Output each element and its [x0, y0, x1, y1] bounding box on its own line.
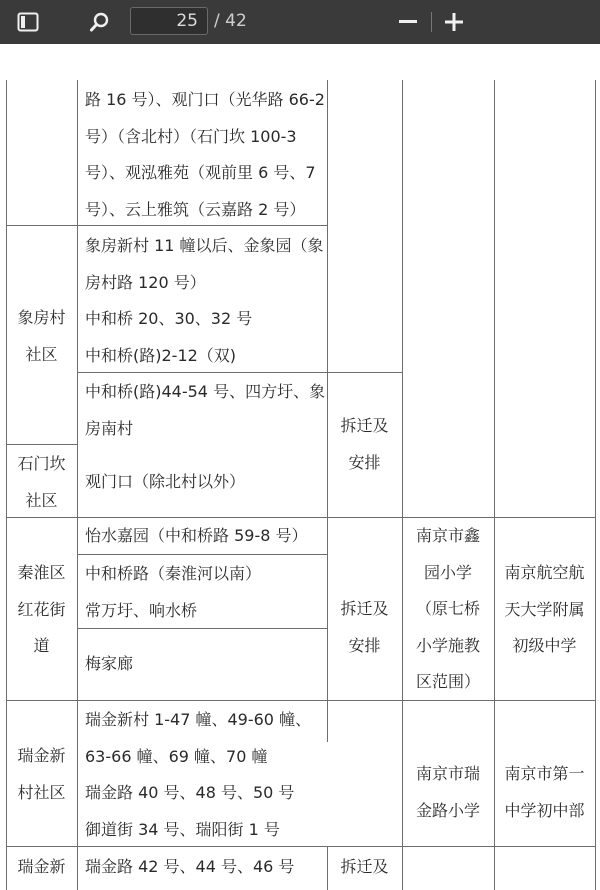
arrangement-text: 安排: [348, 635, 381, 655]
address-line: 号）、云上雅筑（云嘉路 2 号）: [85, 199, 306, 219]
address-line: 瑞金路 42 号、44 号、46 号: [85, 857, 295, 876]
plus-icon: [445, 13, 463, 31]
school-name: 南京市第一: [504, 764, 585, 783]
sidebar-toggle-icon[interactable]: [14, 9, 42, 35]
school-name: 金路小学: [415, 800, 480, 820]
community-name: 象房村: [17, 308, 66, 327]
community-name: 瑞金新: [17, 746, 66, 765]
community-cell: [6, 738, 77, 811]
community-name: 道: [33, 636, 50, 655]
school-zoning-table: [0, 44, 600, 890]
address-line: 瑞金新村 1-47 幢、49-60 幢、: [85, 710, 312, 729]
address-cell: [85, 849, 294, 886]
community-name: 社区: [25, 344, 58, 364]
address-line: 房南村: [85, 418, 134, 438]
school-name: 区范围）: [415, 672, 480, 691]
community-cell: [6, 446, 77, 519]
address-line: 象房新村 11 幢以后、金象园（象: [85, 236, 324, 255]
school-name: 初级中学: [512, 636, 577, 655]
address-cell: [85, 518, 308, 555]
community-cell: [6, 555, 77, 665]
community-name: 秦淮区: [17, 563, 66, 582]
address-cell: [85, 464, 245, 501]
arrangement-cell: [327, 591, 402, 664]
address-line: 中和桥(路)44-54 号、四方圩、象: [85, 382, 326, 401]
arrangement-text: 拆迁及: [340, 599, 389, 618]
arrangement-text: 安排: [348, 452, 381, 472]
zoom-out-button[interactable]: [395, 8, 421, 36]
address-cell: [85, 374, 325, 447]
address-line: 瑞金路 40 号、48 号、50 号: [85, 783, 295, 802]
community-name: 瑞金新: [17, 857, 66, 876]
address-line: 号）（含北村）（石门坎 100-3: [85, 126, 297, 146]
address-cell: [85, 556, 261, 629]
primary-school-cell: [402, 756, 494, 829]
address-cell: [85, 702, 311, 848]
school-name: 南京市瑞: [415, 764, 480, 783]
community-cell: [6, 849, 77, 886]
address-line: 御道街 34 号、瑞阳街 1 号: [85, 819, 280, 839]
address-line: 梅家廊: [85, 654, 134, 673]
address-line: 号）、观泓雅苑（观前里 6 号、7: [85, 163, 316, 182]
address-line: 63-66 幢、69 幢、70 幢: [85, 746, 268, 766]
community-name: 村社区: [17, 782, 66, 802]
school-name: 天大学附属: [504, 599, 585, 619]
address-line: 怡水嘉园（中和桥路 59-8 号）: [85, 526, 308, 545]
school-name: 园小学: [423, 562, 472, 582]
middle-school-cell: [494, 756, 595, 829]
search-icon[interactable]: [86, 9, 114, 35]
address-line: 房村路 120 号）: [85, 272, 206, 292]
zoom-in-button[interactable]: [441, 8, 467, 36]
arrangement-cell: [327, 849, 402, 886]
address-cell: [85, 228, 324, 374]
address-cell: [85, 82, 325, 228]
address-line: 中和桥(路)2-12（双): [85, 345, 237, 365]
address-line: 路 16 号）、观门口（光华路 66-2: [85, 90, 325, 109]
arrangement-text: 拆迁及: [340, 416, 389, 435]
school-name: （原七桥: [415, 599, 480, 618]
school-name: 小学施教: [415, 635, 480, 655]
address-line: 观门口（除北村以外）: [85, 472, 246, 491]
community-name: 红花街: [17, 599, 66, 619]
arrangement-cell: [327, 408, 402, 481]
arrangement-text: 拆迁及: [340, 857, 389, 876]
community-name: 社区: [25, 490, 58, 510]
school-name: 南京市鑫: [415, 526, 480, 545]
community-name: 石门坎: [17, 454, 66, 473]
address-line: 常万圩、响水桥: [85, 600, 198, 620]
community-cell: [6, 300, 77, 373]
address-cell: [85, 646, 133, 683]
minus-icon: [399, 20, 417, 24]
school-name: 中学初中部: [504, 800, 585, 820]
middle-school-cell: [494, 555, 595, 665]
page-number-input[interactable]: 25: [130, 7, 208, 35]
viewer-toolbar: [0, 0, 600, 44]
page-total: / 42: [214, 11, 247, 31]
address-line: 中和桥路（秦淮河以南）: [85, 564, 262, 583]
toolbar-divider: [431, 12, 432, 32]
address-line: 中和桥 20、30、32 号: [85, 309, 253, 328]
school-name: 南京航空航: [504, 563, 585, 582]
primary-school-cell: [402, 518, 494, 701]
